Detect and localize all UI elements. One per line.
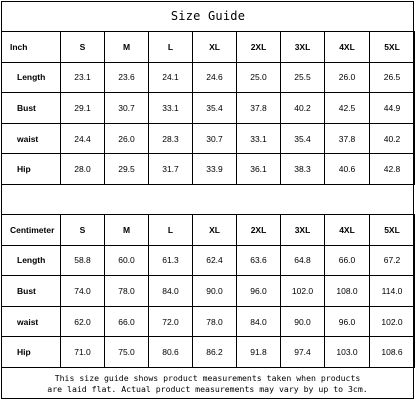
table-cell: 84.0	[237, 306, 281, 337]
size-header: L	[149, 32, 193, 63]
table-cell: 66.0	[325, 245, 370, 276]
table-cell: 33.1	[237, 123, 281, 154]
table-header-row	[2, 215, 415, 246]
table-cell: 40.2	[370, 123, 415, 154]
centimeter-size-table	[1, 214, 415, 368]
table-cell: 90.0	[281, 306, 325, 337]
table-separator	[1, 184, 414, 214]
table-cell: 42.8	[370, 154, 415, 185]
table-cell: 25.5	[281, 62, 325, 93]
table-cell: 72.0	[149, 306, 193, 337]
table-cell: 38.3	[281, 154, 325, 185]
table-cell: 26.5	[370, 62, 415, 93]
row-label: Length	[2, 245, 61, 276]
table-cell: 23.6	[105, 62, 149, 93]
table-cell: 108.6	[370, 337, 415, 368]
table-cell: 78.0	[105, 276, 149, 307]
table-cell: 97.4	[281, 337, 325, 368]
table-cell: 29.5	[105, 154, 149, 185]
size-header: 3XL	[281, 215, 325, 246]
table-cell: 24.1	[149, 62, 193, 93]
table-cell: 66.0	[105, 306, 149, 337]
size-header: 5XL	[370, 32, 415, 63]
table-cell: 36.1	[237, 154, 281, 185]
table-cell: 33.1	[149, 93, 193, 124]
row-label: waist	[2, 306, 61, 337]
table-cell: 71.0	[61, 337, 105, 368]
table-cell: 91.8	[237, 337, 281, 368]
table-cell: 102.0	[370, 306, 415, 337]
footnote-line: are laid flat. Actual product measurements may vary by up to 3cm.	[47, 384, 368, 394]
table-cell: 84.0	[149, 276, 193, 307]
table-header-row	[2, 32, 415, 63]
table-cell: 103.0	[325, 337, 370, 368]
size-header: 2XL	[237, 215, 281, 246]
table-cell: 78.0	[193, 306, 237, 337]
table-cell: 75.0	[105, 337, 149, 368]
size-header: 4XL	[325, 32, 370, 63]
table-cell: 96.0	[325, 306, 370, 337]
table-cell: 108.0	[325, 276, 370, 307]
row-label: Bust	[2, 276, 61, 307]
table-cell: 86.2	[193, 337, 237, 368]
table-row	[2, 62, 415, 93]
table-cell: 35.4	[281, 123, 325, 154]
size-header: M	[105, 32, 149, 63]
table-cell: 62.0	[61, 306, 105, 337]
table-cell: 30.7	[105, 93, 149, 124]
footnote-line: This size guide shows product measurements taken when products	[54, 373, 361, 383]
table-cell: 102.0	[281, 276, 325, 307]
row-label: Length	[2, 62, 61, 93]
table-cell: 90.0	[193, 276, 237, 307]
table-row	[2, 245, 415, 276]
size-header: 3XL	[281, 32, 325, 63]
size-header: L	[149, 215, 193, 246]
table-cell: 58.8	[61, 245, 105, 276]
size-header: XL	[193, 215, 237, 246]
table-cell: 26.0	[325, 62, 370, 93]
size-header: S	[61, 215, 105, 246]
table-cell: 28.3	[149, 123, 193, 154]
page-title: Size Guide	[170, 9, 246, 23]
table-row	[2, 93, 415, 124]
row-label: Hip	[2, 337, 61, 368]
size-header: 4XL	[325, 215, 370, 246]
table-cell: 23.1	[61, 62, 105, 93]
table-row	[2, 276, 415, 307]
table-cell: 114.0	[370, 276, 415, 307]
table-cell: 29.1	[61, 93, 105, 124]
table-cell: 61.3	[149, 245, 193, 276]
row-label: waist	[2, 123, 61, 154]
table-cell: 28.0	[61, 154, 105, 185]
table-cell: 64.8	[281, 245, 325, 276]
size-header: M	[105, 215, 149, 246]
table-row	[2, 154, 415, 185]
table-cell: 44.9	[370, 93, 415, 124]
table-cell: 24.6	[193, 62, 237, 93]
table-row	[2, 306, 415, 337]
measurement-footnote	[1, 367, 414, 399]
table-cell: 40.2	[281, 93, 325, 124]
unit-label: Centimeter	[2, 215, 61, 246]
table-cell: 33.9	[193, 154, 237, 185]
table-cell: 26.0	[105, 123, 149, 154]
row-label: Bust	[2, 93, 61, 124]
table-cell: 31.7	[149, 154, 193, 185]
table-cell: 96.0	[237, 276, 281, 307]
table-cell: 40.6	[325, 154, 370, 185]
table-cell: 24.4	[61, 123, 105, 154]
table-cell: 62.4	[193, 245, 237, 276]
table-cell: 60.0	[105, 245, 149, 276]
table-cell: 37.8	[237, 93, 281, 124]
inch-size-table	[1, 31, 415, 185]
table-cell: 37.8	[325, 123, 370, 154]
size-header: XL	[193, 32, 237, 63]
size-header: 5XL	[370, 215, 415, 246]
table-cell: 63.6	[237, 245, 281, 276]
row-label: Hip	[2, 154, 61, 185]
table-cell: 67.2	[370, 245, 415, 276]
table-row	[2, 337, 415, 368]
unit-label: Inch	[2, 32, 61, 63]
table-cell: 30.7	[193, 123, 237, 154]
table-cell: 35.4	[193, 93, 237, 124]
table-cell: 25.0	[237, 62, 281, 93]
table-cell: 42.5	[325, 93, 370, 124]
table-cell: 74.0	[61, 276, 105, 307]
size-header: S	[61, 32, 105, 63]
size-header: 2XL	[237, 32, 281, 63]
table-cell: 80.6	[149, 337, 193, 368]
table-row	[2, 123, 415, 154]
